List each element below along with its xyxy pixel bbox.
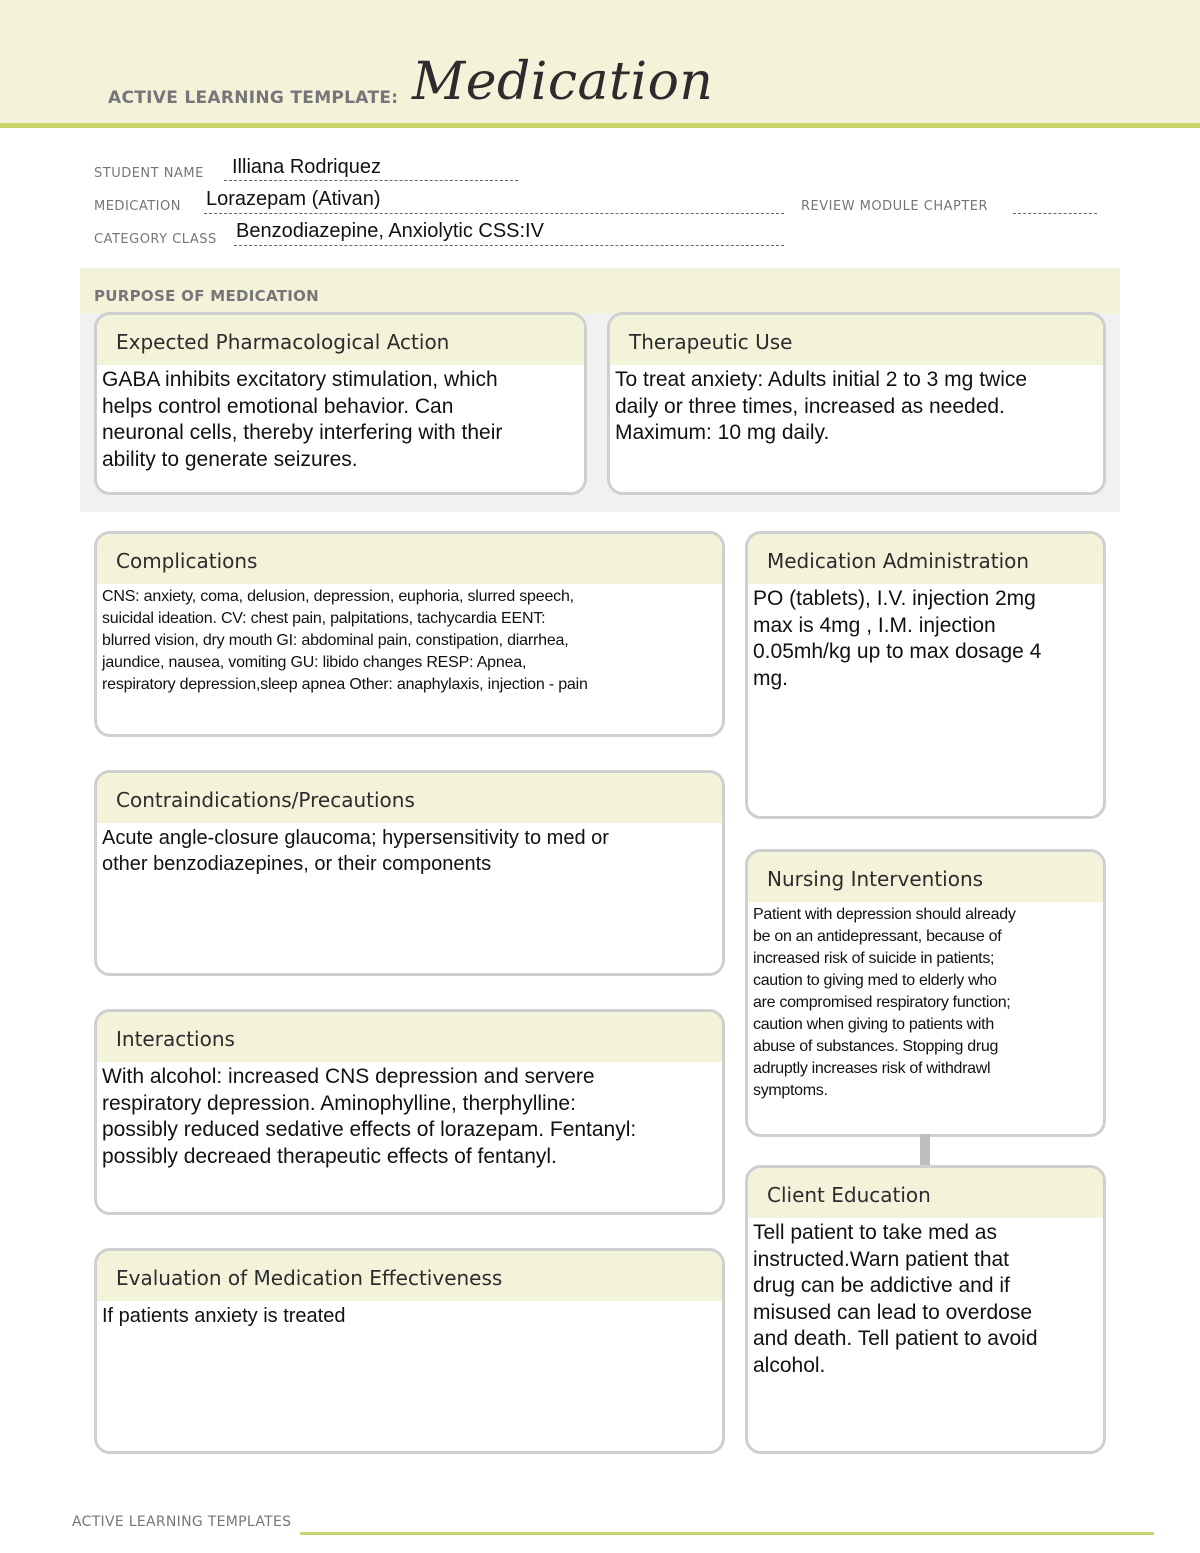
complications-title: Complications [97,534,722,584]
complications-text[interactable]: CNS: anxiety, coma, delusion, depression, euphoria, slurred speech, suicidal ideation. CV: chest pain, palpitations, tachycardia EENT: blurred vision, dry mouth GI: abdominal pain, constipation, diarrhea, jaundice, nausea, vomiting GU: libido changes RESP: Apnea, respiratory depression,sleep apnea Other: anaphylaxis, injection - pain [102,588,588,693]
client-education-title: Client Education [748,1168,1103,1218]
nursing-interventions-text[interactable]: Patient with depression should already be on an antidepressant, because of increased risk of suicide in patients; caution to giving med to elderly who are compromised respiratory function; caution when giving to patients with abuse of substances. Stopping drug adruptly increases risk of withdrawl symptoms. [753,906,1016,1099]
student-name-field[interactable]: Illiana Rodriquez [232,156,381,178]
contraindications-text[interactable]: Acute angle-closure glaucoma; hypersensitivity to med or other benzodiazepines, or their components [102,827,609,875]
review-module-field[interactable] [1013,213,1097,214]
administration-box [745,531,1106,819]
evaluation-title: Evaluation of Medication Effectiveness [97,1251,722,1301]
expected-action-box [94,312,587,495]
interactions-text[interactable]: With alcohol: increased CNS depression and servere respiratory depression. Aminophylline, therphylline: possibly reduced sedative effects of lorazepam. Fentanyl: possibly decreaed therapeutic effects of fentanyl. [102,1065,637,1168]
review-module-label: REVIEW MODULE CHAPTER [801,199,989,214]
therapeutic-use-title: Therapeutic Use [610,315,1103,365]
box-connector [920,1134,930,1165]
contraindications-title: Contraindications/Precautions [97,773,722,823]
evaluation-box [94,1248,725,1454]
complications-box [94,531,725,737]
administration-text[interactable]: PO (tablets), I.V. injection 2mg max is 4mg , I.M. injection 0.05mh/kg up to max dosage 4 mg. [753,587,1042,690]
interactions-box [94,1009,725,1215]
medication-label: MEDICATION [94,199,181,214]
evaluation-text[interactable]: If patients anxiety is treated [102,1305,346,1327]
purpose-label: PURPOSE OF MEDICATION [94,287,320,305]
nursing-interventions-title: Nursing Interventions [748,852,1103,902]
medication-field[interactable]: Lorazepam (Ativan) [206,188,381,210]
expected-action-title: Expected Pharmacological Action [97,315,584,365]
contraindications-box [94,770,725,976]
template-label: ACTIVE LEARNING TEMPLATE: [108,88,399,108]
expected-action-text[interactable]: GABA inhibits excitatory stimulation, which helps control emotional behavior. Can neuronal cells, thereby interfering with their ability to generate seizures. [102,368,503,471]
interactions-title: Interactions [97,1012,722,1062]
category-class-line [234,245,784,246]
category-class-label: CATEGORY CLASS [94,232,217,247]
therapeutic-use-box [607,312,1106,495]
footer-label: ACTIVE LEARNING TEMPLATES [72,1514,292,1530]
nursing-interventions-box [745,849,1106,1137]
student-name-line [224,180,518,181]
therapeutic-use-text[interactable]: To treat anxiety: Adults initial 2 to 3 mg twice daily or three times, increased as needed. Maximum: 10 mg daily. [615,368,1028,444]
client-education-text[interactable]: Tell patient to take med as instructed.Warn patient that drug can be addictive and if misused can lead to overdose and death. Tell patient to avoid alcohol. [753,1221,1038,1377]
client-education-box [745,1165,1106,1454]
page-title: Medication [412,52,714,112]
footer-rule [300,1532,1154,1535]
administration-title: Medication Administration [748,534,1103,584]
medication-line [204,213,784,214]
student-name-label: STUDENT NAME [94,166,204,181]
header-rule [0,123,1200,128]
category-class-field[interactable]: Benzodiazepine, Anxiolytic CSS:IV [236,220,544,242]
